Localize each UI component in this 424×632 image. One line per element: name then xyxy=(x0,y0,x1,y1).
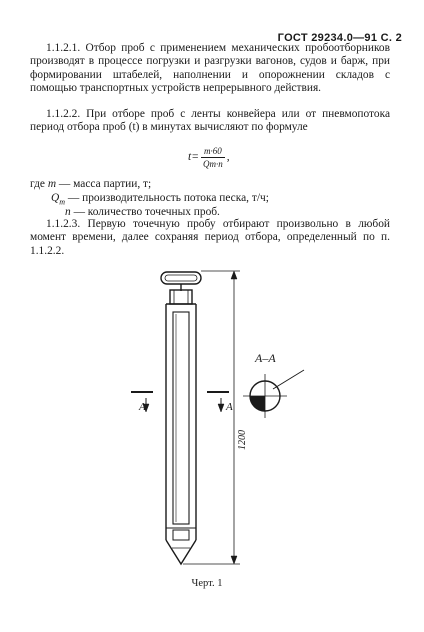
figure-caption xyxy=(0,578,424,589)
legend-symbol-m: m xyxy=(47,178,57,190)
cut-label-left: А xyxy=(139,401,146,413)
section-leader xyxy=(273,370,304,389)
legend-symbol-q-sub: m xyxy=(59,197,66,207)
sampler-tip xyxy=(166,540,196,564)
legend-text-m: — масса партии, т; xyxy=(58,178,152,190)
sampling-slot xyxy=(173,312,189,524)
legend-intro: где xyxy=(30,178,45,190)
paragraph-1-1-2-1: 1.1.2.1. Отбор проб с применением механических пробоотборников производят в процессе погрузки и разгрузки вагонов, судов и барж, при формировании штабелей, наполнении и опорожнении складов с помощью транспортных устройств непрерывного действия. xyxy=(30,42,390,95)
formula-numerator: m·60 xyxy=(201,146,225,158)
paragraph-1-1-2-2: 1.1.2.2. При отборе проб с ленты конвейера или от пневмопотока период отбора проб (t) в минутах вычисляют по формуле xyxy=(30,108,390,134)
dimension-label: 1200 xyxy=(237,430,248,450)
formula-denominator: Qm·n xyxy=(202,159,223,169)
formula-tail: , xyxy=(226,151,230,164)
legend-symbol-n: n xyxy=(65,206,71,218)
legend-symbol-q: Q xyxy=(51,192,60,204)
section-hatch xyxy=(250,396,265,411)
legend-text-q: — производительность потока песка, т/ч; xyxy=(67,192,269,204)
cut-label-right: А xyxy=(226,401,233,413)
legend-text-n: — количество точечных проб. xyxy=(73,206,220,218)
sampler-head xyxy=(170,290,192,304)
caption-text: Черт. 1 xyxy=(191,578,223,589)
sampler-handle-inner xyxy=(165,275,197,281)
section-label: А–А xyxy=(255,351,276,365)
document-header: ГОСТ 29234.0—91 С. 2 xyxy=(277,32,402,44)
paragraph-1-1-2-3: 1.1.2.3. Первую точечную пробу отбирают произвольно в любой момент времени, далее сохраняя период отбора, определенный по п. 1.1.2.2. xyxy=(30,218,390,257)
sampler-handle xyxy=(161,272,201,284)
formula-lhs: t xyxy=(188,151,192,164)
formula-eq: = xyxy=(191,151,199,164)
